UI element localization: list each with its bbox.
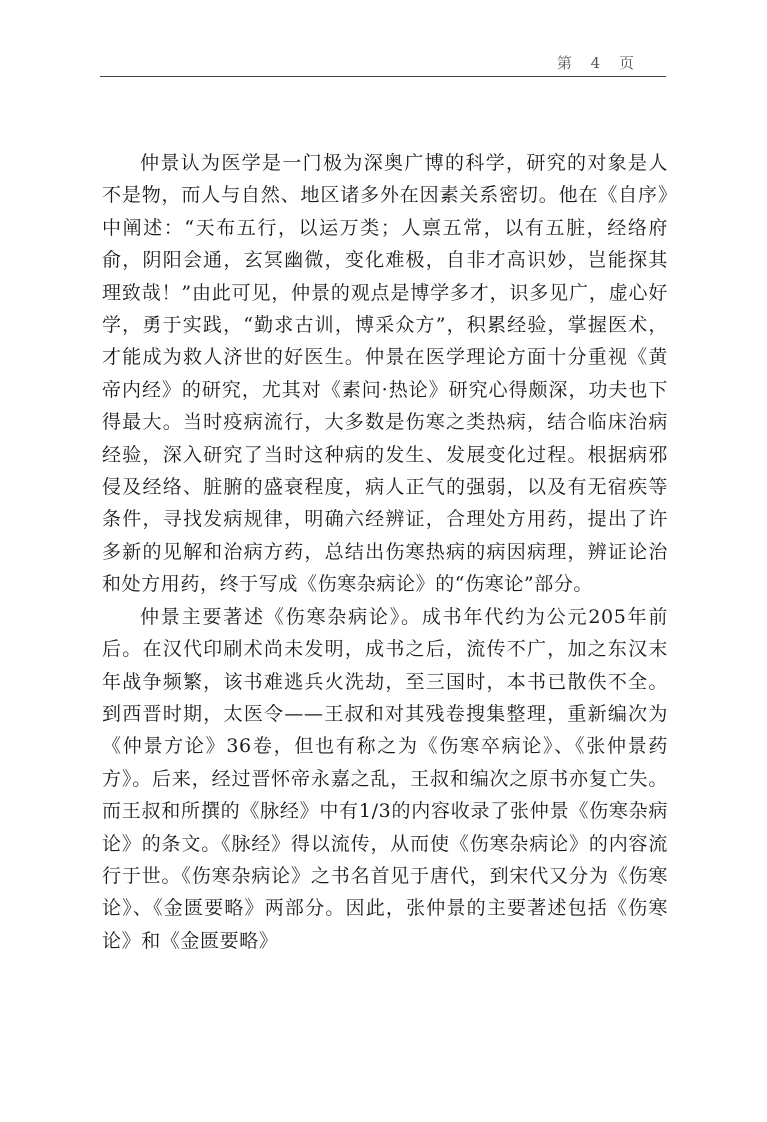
paragraph-zhongjing-writings: 仲景主要著述《伤寒杂病论》。成书年代约为公元205年前后。在汉代印刷术尚未发明，成书之后，流传不广，加之东汉末年战争频繁，该书难逃兵火洗劫，至三国时，本书已散佚不全。到西晋时期，太医令——王叔和对其残卷搜集整理，重新编次为《仲景方论》36卷，但也有称之为《伤寒卒病论》、《张仲景药方》。后来，经过晋怀帝永嘉之乱，王叔和编次之原书亦复亡失。而王叔和所撰的《脉经》中有1/3的内容收录了张仲景《伤寒杂病论》的条文。《脉经》得以流传，从而使《伤寒杂病论》的内容流行于世。《伤寒杂病论》之书名首见于唐代，到宋代又分为《伤寒论》、《金匮要略》两部分。因此，张仲景的主要著述包括《伤寒论》和《金匮要略》 bbox=[102, 605, 668, 952]
page-number: 第 4 页 bbox=[556, 54, 636, 72]
paragraph-zhongjing-views: 仲景认为医学是一门极为深奥广博的科学，研究的对象是人不是物，而人与自然、地区诸多外在因素关系密切。他在《自序》中阐述：“天布五行，以运万类；人禀五常，以有五脏，经络府俞，阴阳会通，玄冥幽微，变化难极，自非才高识妙，岂能探其理致哉！”由此可见，仲景的观点是博学多才，识多见广，虚心好学，勇于实践，“勤求古训，博采众方”，积累经验，掌握医术，才能成为救人济世的好医生。仲景在医学理论方面十分重视《黄帝内经》的研究，尤其对《素问·热论》研究心得颇深，功夫也下得最大。当时疫病流行，大多数是伤寒之类热病，结合临床治病经验，深入研究了当时这种病的发生、发展变化过程。根据病邪侵及经络、脏腑的盛衰程度，病人正气的强弱，以及有无宿疾等条件，寻找发病规律，明确六经辨证，合理处方用药，提出了许多新的见解和治病方药，总结出伤寒热病的病因病理，辨证论治和处方用药，终于写成《伤寒杂病论》的“伤寒论”部分。 bbox=[102, 152, 668, 596]
document-body bbox=[102, 147, 668, 957]
page-header bbox=[100, 44, 666, 77]
